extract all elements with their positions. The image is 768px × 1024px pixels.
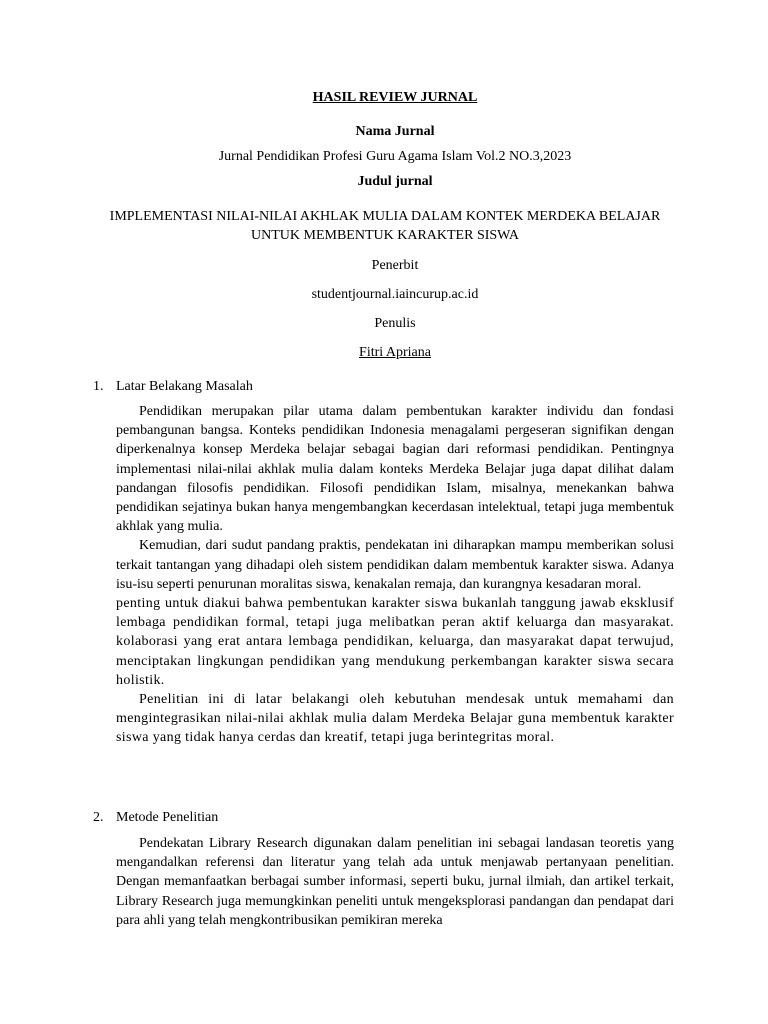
- paragraph: Pendekatan Library Research digunakan dalam penelitian ini sebagai landasan teoretis yang mengandalkan referensi dan literatur yang telah ada untuk menjawab pertanyaan penelitian. Dengan memanfaatkan berbagai sumber informasi, seperti buku, jurnal ilmiah, dan artikel terkait, Library Research juga memungkinkan peneliti untuk mengeksplorasi pandangan dan pendapat dari para ahli yang telah mengkontribusikan pemikiran mereka: [116, 836, 674, 928]
- author-label: Penulis: [374, 316, 416, 331]
- paragraph: Penelitian ini di latar belakangi oleh kebutuhan mendesak untuk memahami dan mengintegrasikan nilai-nilai akhlak mulia dalam Merdeka Belajar guna membentuk karakter siswa yang tidak hanya cerdas dan kreatif, tetapi juga berintegritas moral.: [116, 692, 674, 746]
- document-title: HASIL REVIEW JURNAL: [312, 90, 478, 105]
- section-heading: [93, 808, 218, 827]
- section-number: 2.: [93, 810, 104, 825]
- paragraph: Pendidikan merupakan pilar utama dalam pembentukan karakter individu dan fondasi pembangunan bangsa. Konteks pendidikan Indonesia menagalami pergeseran signifikan dengan diperkenalnya konsep Merdeka belajar sebagai bagian dari reformasi pendidikan. Pentingnya implementasi nilai-nilai akhlak mulia dalam konteks Merdeka Belajar juga dapat dilihat dalam pandangan filosofis pendidikan. Filosofi pendidikan Islam, misalnya, menekankan bahwa pendidikan sejatinya bukan hanya mengembangkan kecerdasan intelektual, tetapi juga membentuk akhlak yang mulia.: [116, 404, 674, 535]
- author-name: Fitri Apriana: [359, 345, 431, 360]
- publisher: studentjournal.iaincurup.ac.id: [311, 287, 479, 302]
- article-title: IMPLEMENTASI NILAI-NILAI AKHLAK MULIA DALAM KONTEK MERDEKA BELAJAR UNTUK MEMBENTUK KARAKTER SISWA: [109, 209, 661, 243]
- section-body: [116, 834, 674, 930]
- section-heading: [93, 377, 253, 396]
- section-title: Latar Belakang Masalah: [116, 379, 253, 394]
- journal-name-label: Nama Jurnal: [355, 124, 435, 139]
- article-title-label: Judul jurnal: [357, 174, 433, 189]
- section-body: [116, 402, 674, 748]
- section-title: Metode Penelitian: [116, 810, 219, 825]
- journal-name: Jurnal Pendidikan Profesi Guru Agama Islam Vol.2 NO.3,2023: [218, 149, 572, 164]
- paragraph: penting untuk diakui bahwa pembentukan karakter siswa bukanlah tanggung jawab eksklusif lembaga pendidikan formal, tetapi juga melibatkan peran aktif keluarga dan masyarakat. kolaborasi yang erat antara lembaga pendidikan, keluarga, dan masyarakat dapat terwujud, menciptakan lingkungan pendidikan yang mendukung perkembangan karakter siswa secara holistik.: [116, 596, 674, 688]
- paragraph: Kemudian, dari sudut pandang praktis, pendekatan ini diharapkan mampu memberikan solusi terkait tantangan yang dihadapi oleh sistem pendidikan dalam membentuk karakter siswa. Adanya isu-isu seperti penurunan moralitas siswa, kenakalan remaja, dan kurangnya kesadaran moral.: [116, 538, 674, 592]
- section-number: 1.: [93, 379, 104, 394]
- publisher-label: Penerbit: [371, 258, 419, 273]
